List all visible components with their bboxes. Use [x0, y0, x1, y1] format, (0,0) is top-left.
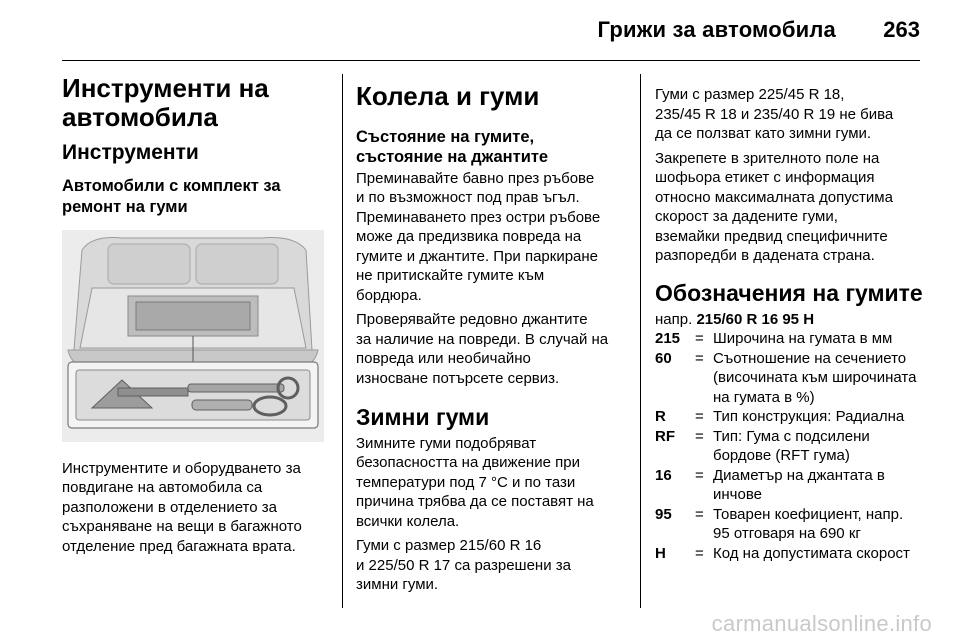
text-line: шофьора етикет с информация [655, 169, 875, 186]
text-line: Зимните гуми подобряват [356, 434, 537, 452]
figure-caption-line: Инструментите и оборудването за [62, 459, 301, 477]
text-line: Преминавайте бавно през ръбове [356, 169, 595, 187]
condition-paragraph-2 [356, 310, 624, 388]
text-line: да се ползват като зимни гуми. [655, 125, 872, 142]
subsection-title: Инструменти [62, 141, 199, 165]
wheels-tyres-title: Колела и гуми [356, 81, 540, 111]
text-line: за наличие на повреди. В случай на [356, 330, 609, 348]
figure-caption-line: отделение пред багажната врата. [62, 537, 296, 555]
spec-code: 16 [655, 466, 672, 484]
page-header [62, 0, 920, 61]
spec-description: Диаметър на джантата в инчове [713, 466, 885, 504]
spec-code: RF [655, 427, 675, 445]
spec-description: Товарен коефициент, напр. 95 отговаря на 690 кг [713, 505, 904, 543]
text-line: причина трябва да се поставят на [356, 493, 594, 511]
spec-code: R [655, 408, 666, 426]
spec-equals: = [695, 349, 704, 367]
spec-code: 60 [655, 349, 672, 367]
table-row [655, 544, 923, 564]
text-line: безопасността на движение при [356, 454, 580, 472]
subsubsection-title-line1: Автомобили с комплект за [62, 177, 281, 196]
text-line: относно максималната допустима [655, 188, 893, 206]
spec-description: Тип конструкция: Радиална [713, 408, 905, 426]
text-line: разпоредби в дадената страна. [655, 247, 875, 264]
text-line: Гуми с размер 215/60 R 16 [356, 537, 542, 555]
column-2 [356, 70, 624, 595]
subsubsection-title-line2: ремонт на гуми [62, 197, 188, 216]
tyre-code-table [655, 329, 923, 563]
text-line: не притискайте гумите към [356, 267, 545, 285]
figure-caption-line: повдигане на автомобила са [62, 479, 263, 497]
trunk-tools-illustration [62, 230, 324, 442]
table-row [655, 466, 923, 505]
figure-caption-line: разположени в отделението за [62, 498, 277, 516]
figure-caption-line: съхраняване на вещи в багажното [62, 518, 302, 536]
condition-paragraph-1 [356, 169, 624, 306]
spec-description: Тип: Гума с подсилени бордове (RFT гума) [713, 427, 870, 465]
section-title-line2: автомобила [62, 101, 218, 132]
watermark-text: carmanualsonline.info [711, 611, 932, 636]
header-title: Грижи за автомобила [597, 17, 836, 42]
tyre-example [655, 310, 923, 330]
text-line: Проверявайте редовно джантите [356, 311, 588, 329]
table-row [655, 329, 923, 349]
spec-equals: = [695, 505, 704, 523]
page-number: 263 [883, 17, 920, 42]
condition-heading-line1: Състояние на гумите, [356, 127, 535, 146]
table-row [655, 349, 923, 408]
text-line: износване потърсете сервиз. [356, 369, 560, 387]
spec-code: 95 [655, 505, 672, 523]
text-line: зимни гуми. [356, 576, 439, 594]
column-3 [655, 70, 923, 563]
winter-paragraph-1 [356, 434, 624, 532]
text-line: 235/45 R 18 и 235/40 R 19 не бива [655, 105, 894, 123]
column-divider-right [640, 74, 641, 608]
text-line: Закрепете в зрителното поле на [655, 149, 880, 167]
spec-equals: = [695, 544, 704, 562]
table-row [655, 407, 923, 427]
text-line: Гуми с размер 225/45 R 18, [655, 86, 845, 103]
tyre-designation-heading: Обозначения на гумите [655, 279, 923, 306]
figure-caption [62, 459, 330, 557]
speed-label-paragraph [655, 149, 923, 266]
text-line: повреда или необичайно [356, 350, 531, 368]
spec-description: Съотношение на сечението (височината към широчината на гумата в %) [713, 349, 917, 406]
spec-equals: = [695, 408, 704, 426]
example-prefix: напр. [655, 310, 693, 328]
winter-tyres-heading: Зимни гуми [356, 404, 490, 431]
example-code: 215/60 R 16 95 H [696, 310, 815, 328]
condition-heading [356, 127, 624, 168]
section-title-line1: Инструменти на [62, 73, 269, 103]
spec-equals: = [695, 330, 704, 348]
condition-heading-line2: състояние на джантите [356, 148, 549, 167]
text-line: може да предизвика повреда на [356, 228, 582, 246]
spec-equals: = [695, 427, 704, 445]
text-line: и 225/50 R 17 са разрешени за [356, 556, 571, 574]
column-1 [62, 70, 330, 556]
text-line: Преминаването през остри ръбове [356, 208, 601, 226]
spec-description: Код на допустимата скорост [713, 544, 910, 562]
table-row [655, 505, 923, 544]
spec-code: H [655, 544, 666, 562]
subsubsection-title [62, 176, 330, 217]
text-line: бордюра. [356, 286, 422, 304]
text-line: температури под 7 °C и по тази [356, 473, 576, 491]
text-line: скорост за дадените гуми, [655, 208, 838, 225]
text-line: и по възможност под прав ъгъл. [356, 189, 580, 207]
spec-equals: = [695, 466, 704, 484]
column-divider-left [342, 74, 343, 608]
table-row [655, 427, 923, 466]
text-line: всички колела. [356, 512, 460, 530]
spec-code: 215 [655, 330, 681, 348]
winter-paragraph-3 [655, 85, 923, 144]
section-title [62, 74, 330, 131]
winter-paragraph-2 [356, 536, 624, 595]
text-line: вземайки предвид специфичните [655, 227, 888, 245]
text-line: гумите и джантите. При паркиране [356, 247, 599, 265]
spec-description: Широчина на гумата в мм [713, 330, 893, 348]
